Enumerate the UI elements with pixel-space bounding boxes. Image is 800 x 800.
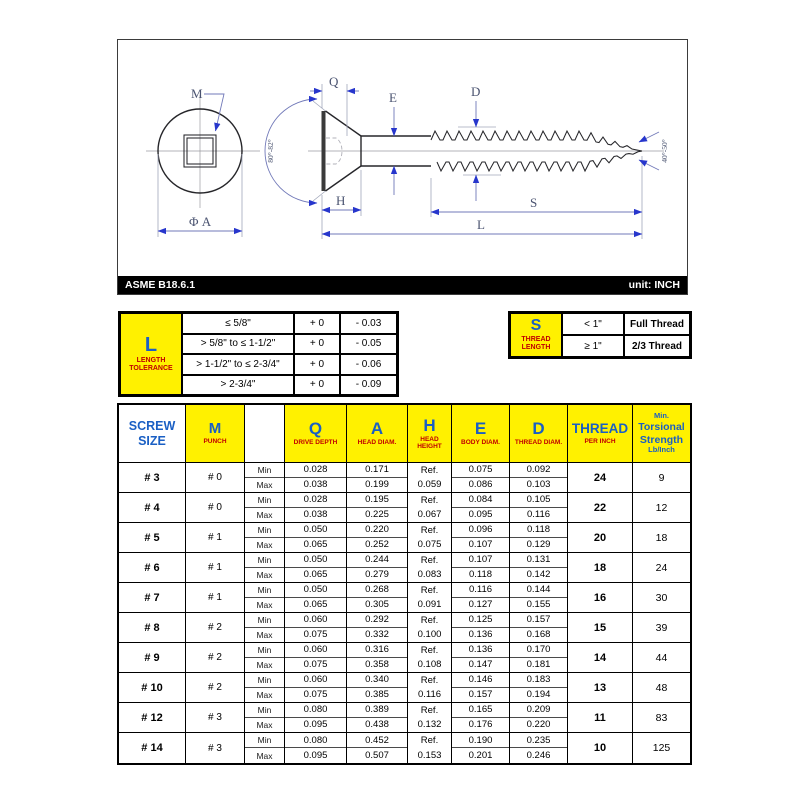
dimension-thread-diameter <box>458 84 501 201</box>
label-phi-a: Φ A <box>189 214 212 229</box>
cell-thread-per-inch: 10 <box>568 733 633 763</box>
cell-body-diam: 0.075 0.086 <box>452 463 510 492</box>
cell-thread-diam: 0.105 0.116 <box>510 493 568 522</box>
cell-thread-diam: 0.209 0.220 <box>510 703 568 732</box>
l-plus-cell: + 0 <box>294 354 340 375</box>
cell-punch: # 3 <box>186 703 245 732</box>
cell-head-height: Ref. 0.100 <box>408 613 452 642</box>
thread-profile-top <box>431 131 642 151</box>
cell-thread-per-inch: 18 <box>568 553 633 582</box>
cell-drive-depth: 0.060 0.075 <box>285 643 347 672</box>
length-tolerance-symbol-cell <box>120 313 182 395</box>
cell-screw-size: # 3 <box>119 463 186 492</box>
cell-thread-per-inch: 13 <box>568 673 633 702</box>
header-punch <box>186 405 245 462</box>
header-punch-caption: PUNCH <box>203 438 227 446</box>
cell-thread-per-inch: 16 <box>568 583 633 612</box>
cell-head-height: Ref. 0.153 <box>408 733 452 763</box>
cell-torsional-strength: 48 <box>655 681 668 694</box>
header-q-caption: DRIVE DEPTH <box>293 439 338 447</box>
header-punch-letter: M <box>208 420 222 438</box>
cell-head-diam: 0.244 0.279 <box>347 553 408 582</box>
table-header-row <box>119 405 690 463</box>
header-strength-line: Strength <box>639 433 684 446</box>
label-d: D <box>471 84 481 99</box>
label-e: E <box>389 90 397 105</box>
cell-body-diam: 0.190 0.201 <box>452 733 510 763</box>
screw-dimension-table <box>117 403 692 765</box>
screw-technical-drawing <box>118 40 686 276</box>
label-h: H <box>336 193 346 208</box>
cell-drive-depth: 0.060 0.075 <box>285 613 347 642</box>
cell-screw-size: # 14 <box>119 733 186 763</box>
cell-body-diam: 0.165 0.176 <box>452 703 510 732</box>
l-plus-cell: + 0 <box>294 375 340 396</box>
cell-punch: # 0 <box>186 493 245 522</box>
cell-head-diam: 0.316 0.358 <box>347 643 408 672</box>
table-row <box>119 523 690 553</box>
cell-torsional-strength: 12 <box>655 501 668 514</box>
cell-punch: # 3 <box>186 733 245 763</box>
cell-minmax: Min Max <box>245 733 285 763</box>
cell-punch: # 2 <box>186 643 245 672</box>
table-row <box>119 643 690 673</box>
l-minus-cell: - 0.09 <box>340 375 397 396</box>
cell-head-height: Ref. 0.067 <box>408 493 452 522</box>
cell-torsional-strength: 44 <box>655 651 668 664</box>
standard-number: ASME B18.6.1 <box>125 279 196 291</box>
cell-body-diam: 0.096 0.107 <box>452 523 510 552</box>
cell-head-height: Ref. 0.059 <box>408 463 452 492</box>
cell-minmax: Min Max <box>245 493 285 522</box>
table-row <box>119 463 690 493</box>
cell-drive-depth: 0.080 0.095 <box>285 733 347 763</box>
cell-body-diam: 0.084 0.095 <box>452 493 510 522</box>
cell-minmax: Min Max <box>245 463 285 492</box>
cell-head-height: Ref. 0.132 <box>408 703 452 732</box>
symbol-s: S <box>530 316 542 334</box>
header-a-caption: HEAD DIAM. <box>357 439 397 447</box>
cell-head-diam: 0.220 0.252 <box>347 523 408 552</box>
table-body <box>119 463 690 763</box>
cell-thread-diam: 0.092 0.103 <box>510 463 568 492</box>
table-row <box>119 553 690 583</box>
cell-drive-depth: 0.028 0.038 <box>285 463 347 492</box>
header-screw-size-label: SCREW SIZE <box>128 419 176 448</box>
label-l: L <box>477 217 485 232</box>
header-head-diam <box>347 405 408 462</box>
s-range-cell: < 1" <box>562 313 624 335</box>
table-row <box>119 733 690 763</box>
l-minus-cell: - 0.06 <box>340 354 397 375</box>
cell-punch: # 1 <box>186 523 245 552</box>
header-head-height <box>408 405 452 462</box>
header-thread-per-inch <box>568 405 633 462</box>
cell-punch: # 0 <box>186 463 245 492</box>
cell-head-height: Ref. 0.116 <box>408 673 452 702</box>
cell-head-height: Ref. 0.108 <box>408 643 452 672</box>
cell-drive-depth: 0.050 0.065 <box>285 553 347 582</box>
dimension-body-diameter <box>389 90 397 195</box>
cell-thread-diam: 0.170 0.181 <box>510 643 568 672</box>
cell-head-diam: 0.452 0.507 <box>347 733 408 763</box>
cell-body-diam: 0.116 0.127 <box>452 583 510 612</box>
standard-bar <box>118 276 687 294</box>
cell-minmax: Min Max <box>245 643 285 672</box>
cell-screw-size: # 8 <box>119 613 186 642</box>
label-point-angle: 40°-50° <box>660 139 669 163</box>
cell-punch: # 2 <box>186 613 245 642</box>
label-head-angle: 80°-82° <box>266 139 275 163</box>
header-h-letter: H <box>423 416 436 435</box>
cell-drive-depth: 0.028 0.038 <box>285 493 347 522</box>
l-range-cell: > 2-3/4" <box>182 375 294 396</box>
unit-label: unit: INCH <box>628 279 680 291</box>
cell-screw-size: # 12 <box>119 703 186 732</box>
thread-length-symbol-cell <box>510 313 562 357</box>
header-strength-line: Min. <box>654 411 669 421</box>
thread-profile-bottom <box>437 151 642 171</box>
cell-torsional-strength: 83 <box>655 711 668 724</box>
cell-drive-depth: 0.080 0.095 <box>285 703 347 732</box>
screw-drawing-panel <box>117 39 688 295</box>
cell-screw-size: # 6 <box>119 553 186 582</box>
l-plus-cell: + 0 <box>294 313 340 334</box>
header-minmax-spacer <box>245 405 285 462</box>
cell-minmax: Min Max <box>245 523 285 552</box>
cell-torsional-strength: 125 <box>652 742 671 754</box>
header-q-letter: Q <box>308 419 323 439</box>
cell-minmax: Min Max <box>245 553 285 582</box>
cell-head-height: Ref. 0.075 <box>408 523 452 552</box>
s-range-cell: ≥ 1" <box>562 335 624 357</box>
cell-minmax: Min Max <box>245 583 285 612</box>
table-row <box>119 493 690 523</box>
cell-punch: # 1 <box>186 583 245 612</box>
label-q: Q <box>329 74 339 89</box>
header-thread-letter: THREAD <box>571 421 629 436</box>
cell-thread-per-inch: 24 <box>568 463 633 492</box>
header-body-diam <box>452 405 510 462</box>
cell-thread-per-inch: 20 <box>568 523 633 552</box>
cell-head-diam: 0.171 0.199 <box>347 463 408 492</box>
head-face <box>322 111 326 191</box>
cell-drive-depth: 0.050 0.065 <box>285 523 347 552</box>
cell-head-diam: 0.389 0.438 <box>347 703 408 732</box>
cell-torsional-strength: 18 <box>655 531 668 544</box>
cell-punch: # 1 <box>186 553 245 582</box>
header-thread-diam <box>510 405 568 462</box>
cell-thread-diam: 0.183 0.194 <box>510 673 568 702</box>
l-minus-cell: - 0.03 <box>340 313 397 334</box>
cell-torsional-strength: 9 <box>658 471 665 484</box>
cell-thread-diam: 0.144 0.155 <box>510 583 568 612</box>
cell-torsional-strength: 24 <box>655 561 668 574</box>
cell-head-diam: 0.268 0.305 <box>347 583 408 612</box>
cell-screw-size: # 10 <box>119 673 186 702</box>
cell-body-diam: 0.136 0.147 <box>452 643 510 672</box>
symbol-l-caption: LENGTH TOLERANCE <box>129 356 173 372</box>
cell-head-diam: 0.340 0.385 <box>347 673 408 702</box>
cell-thread-diam: 0.118 0.129 <box>510 523 568 552</box>
l-minus-cell: - 0.05 <box>340 334 397 355</box>
cell-minmax: Min Max <box>245 673 285 702</box>
header-drive-depth <box>285 405 347 462</box>
cell-head-height: Ref. 0.091 <box>408 583 452 612</box>
cell-head-diam: 0.292 0.332 <box>347 613 408 642</box>
centerlines <box>146 95 664 208</box>
label-m: M <box>191 86 203 101</box>
dimension-overall-length <box>322 217 642 234</box>
header-torsional-strength <box>633 405 690 462</box>
cell-screw-size: # 7 <box>119 583 186 612</box>
header-screw-size <box>119 405 186 462</box>
header-e-letter: E <box>474 419 487 439</box>
cell-thread-per-inch: 14 <box>568 643 633 672</box>
cell-torsional-strength: 39 <box>655 621 668 634</box>
cell-screw-size: # 9 <box>119 643 186 672</box>
cell-minmax: Min Max <box>245 613 285 642</box>
cell-body-diam: 0.125 0.136 <box>452 613 510 642</box>
header-h-caption: HEAD HEIGHT <box>417 436 442 450</box>
symbol-l: L <box>144 333 158 356</box>
header-a-letter: A <box>370 419 384 439</box>
cell-screw-size: # 4 <box>119 493 186 522</box>
label-s: S <box>530 195 538 210</box>
l-range-cell: > 5/8" to ≤ 1-1/2" <box>182 334 294 355</box>
cell-head-height: Ref. 0.083 <box>408 553 452 582</box>
cell-thread-per-inch: 15 <box>568 613 633 642</box>
cell-drive-depth: 0.060 0.075 <box>285 673 347 702</box>
l-range-cell: ≤ 5/8" <box>182 313 294 334</box>
header-thread-caption: PER INCH <box>584 437 616 445</box>
cell-thread-per-inch: 11 <box>568 703 633 732</box>
cell-torsional-strength: 30 <box>655 591 668 604</box>
thread-length-table <box>508 311 692 359</box>
cell-minmax: Min Max <box>245 703 285 732</box>
table-row <box>119 613 690 643</box>
cell-body-diam: 0.107 0.118 <box>452 553 510 582</box>
symbol-s-caption: THREAD LENGTH <box>521 335 551 351</box>
cell-thread-per-inch: 22 <box>568 493 633 522</box>
cell-body-diam: 0.146 0.157 <box>452 673 510 702</box>
header-strength-line: Lb/Inch <box>648 444 675 454</box>
cell-screw-size: # 5 <box>119 523 186 552</box>
table-row <box>119 583 690 613</box>
header-d-caption: THREAD DIAM. <box>514 439 563 447</box>
dimension-thread-length <box>431 156 642 239</box>
cell-punch: # 2 <box>186 673 245 702</box>
cell-thread-diam: 0.235 0.246 <box>510 733 568 763</box>
header-e-caption: BODY DIAM. <box>461 439 500 447</box>
cell-head-diam: 0.195 0.225 <box>347 493 408 522</box>
length-tolerance-table <box>118 311 399 397</box>
s-value-cell: 2/3 Thread <box>624 335 690 357</box>
cell-drive-depth: 0.050 0.065 <box>285 583 347 612</box>
table-row <box>119 673 690 703</box>
l-range-cell: > 1-1/2" to ≤ 2-3/4" <box>182 354 294 375</box>
header-d-letter: D <box>532 419 545 439</box>
l-plus-cell: + 0 <box>294 334 340 355</box>
table-row <box>119 703 690 733</box>
cell-thread-diam: 0.157 0.168 <box>510 613 568 642</box>
dimension-drive-depth <box>310 74 359 136</box>
cell-thread-diam: 0.131 0.142 <box>510 553 568 582</box>
header-strength-line: Torsional <box>638 421 685 434</box>
s-value-cell: Full Thread <box>624 313 690 335</box>
